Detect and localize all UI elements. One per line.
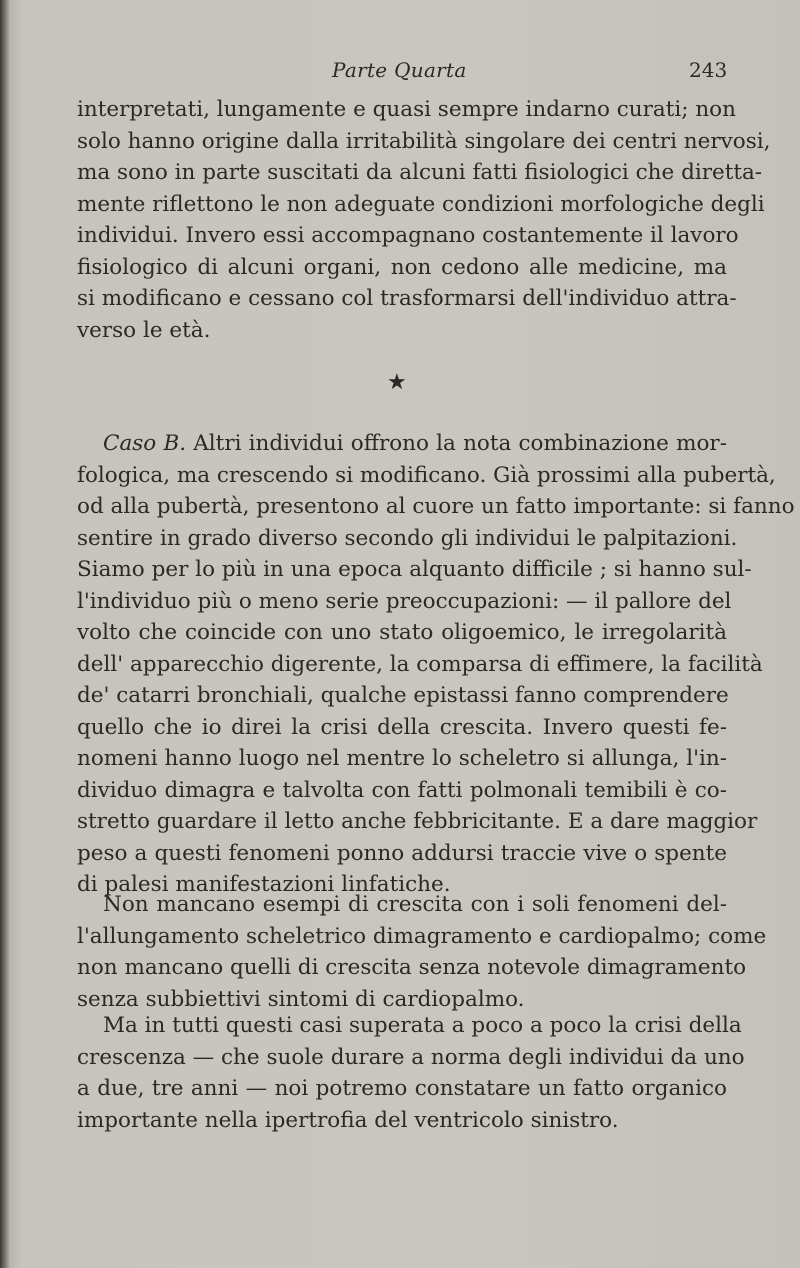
- text-line: senza subbiettivi sintomi di cardiopalmo.: [77, 986, 525, 1012]
- text-line: a due, tre anni — noi potremo constatare un fatto organico: [77, 1076, 727, 1101]
- text-line: si modificano e cessano col trasformarsi dell'individuo attra-: [77, 286, 737, 311]
- text-line: dividuo dimagra e talvolta con fatti polmonali temibili è co-: [77, 777, 727, 803]
- page-header: [0, 58, 800, 88]
- paragraph-2: [77, 428, 795, 901]
- text-line: [77, 889, 727, 921]
- text-line: interpretati, lungamente e quasi sempre indarno curati; non: [77, 97, 736, 122]
- text-line: sentire in grado diverso secondo gli individui le palpitazioni.: [77, 525, 738, 551]
- paragraph-3: [77, 889, 767, 1015]
- text-line: non mancano quelli di crescita senza notevole dimagramento: [77, 955, 747, 980]
- text-line: de' catarri bronchiali, qualche epistassi fanno comprendere: [77, 683, 729, 708]
- text-line: quello che io direi la crisi della crescita. Invero questi fe-: [77, 714, 727, 740]
- text-line: od alla pubertà, presentono al cuore un fatto importante: si fanno: [77, 494, 795, 519]
- text-line: [77, 1010, 742, 1042]
- text-line: fologica, ma crescendo si modificano. Già prossimi alla pubertà,: [77, 462, 776, 488]
- text-line-content: Non mancano esempi di crescita con i soli fenomeni del-: [103, 892, 727, 917]
- text-line: l'allungamento scheletrico dimagramento e cardiopalmo; come: [77, 923, 767, 949]
- text-line: individui. Invero essi accompagnano costantemente il lavoro: [77, 223, 739, 248]
- text-line: peso a questi fenomeni ponno addursi traccie vive o spente: [77, 840, 727, 866]
- text-line: l'individuo più o meno serie preoccupazioni: — il pallore del: [77, 588, 732, 614]
- text-line: solo hanno origine dalla irritabilità singolare dei centri nervosi,: [77, 128, 771, 154]
- text-line: mente riflettono le non adeguate condizioni morfologiche degli: [77, 191, 765, 217]
- page-number: 243: [689, 58, 728, 82]
- paragraph-1: [77, 94, 771, 346]
- text-line: verso le età.: [77, 317, 211, 343]
- text-line: fisiologico di alcuni organi, non cedono alle medicine, ma: [77, 254, 727, 280]
- text-line: di palesi manifestazioni linfatiche.: [77, 872, 451, 897]
- text-line: importante nella ipertrofia del ventricolo sinistro.: [77, 1107, 619, 1133]
- text-line-content: Ma in tutti questi casi superata a poco a poco la crisi della: [103, 1013, 742, 1038]
- case-label: Caso B.: [103, 431, 187, 456]
- text-line: stretto guardare il letto anche febbricitante. E a dare maggior: [77, 809, 758, 834]
- text-line: nomeni hanno luogo nel mentre lo scheletro si allunga, l'in-: [77, 746, 727, 771]
- running-title: Parte Quarta: [332, 58, 467, 82]
- text-line: dell' apparecchio digerente, la comparsa di effimere, la facilità: [77, 651, 763, 677]
- text-line-rest: Altri individui offrono la nota combinazione mor-: [193, 431, 727, 456]
- paragraph-4: [77, 1010, 745, 1136]
- text-line: crescenza — che suole durare a norma degli individui da uno: [77, 1044, 745, 1070]
- text-line: volto che coincide con uno stato oligoemico, le irregolarità: [77, 620, 727, 645]
- text-line: Siamo per lo più in una epoca alquanto difficile ; si hanno sul-: [77, 557, 752, 582]
- text-line: [77, 428, 727, 460]
- text-line: ma sono in parte suscitati da alcuni fatti fisiologici che diretta-: [77, 160, 763, 185]
- section-separator-star: ★: [387, 370, 407, 395]
